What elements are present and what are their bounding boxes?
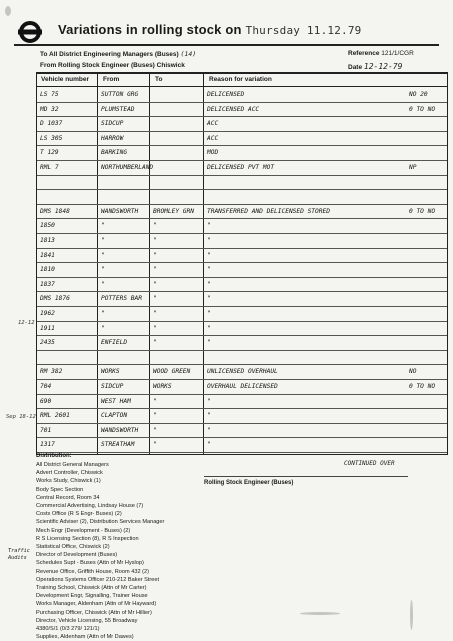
row-rule [37,423,447,424]
distribution-line: Purchasing Officer, Chiswick (Attn of Mr Hillier) [36,609,152,616]
row-rule [37,145,447,146]
distribution-line: Training School, Chiswick (Attn of Mr Carter) [36,585,147,592]
distribution-line: Schedules Supt - Buses (Attn of Mr Hyslop) [36,560,144,567]
continued-over-note: CONTINUED OVER [344,460,395,467]
vehicle-number-cell: 1911 [40,324,55,332]
vehicle-number-cell: 1962 [40,310,55,317]
distribution-lines [36,461,200,641]
distribution-line: Costs Office (R S Engr- Buses) (2) [36,511,122,518]
from-cell: " [101,222,105,230]
signature-block [204,476,408,486]
note-cell: 0 TO NO [409,207,436,215]
vehicle-number-cell: DMS 1876 [40,295,70,303]
title-rule [14,44,439,46]
row-rule [37,175,447,176]
row-rule [37,408,447,409]
distribution-line: Central Record, Room 34 [36,494,100,501]
distribution-line: Revenue Office, Griffith House, Room 432 (2) [36,568,149,575]
vehicle-number-cell: LS 75 [40,91,59,98]
to-cell: " [153,441,157,449]
distribution-line: Operations Systems Officer 210-212 Baker Street [36,576,160,583]
to-cell: " [153,251,157,259]
vehicle-number-cell: 690 [40,397,52,405]
from-cell: STREATHAM [101,441,135,449]
to-cell: " [153,339,157,347]
scan-mark [300,612,340,615]
vehicle-number-cell: 2435 [40,339,55,347]
from-cell: " [101,324,105,332]
date-line [348,62,402,71]
title-bar [14,20,439,42]
vehicle-number-cell: 701 [40,426,52,434]
distribution-line: Advert Controller, Chiswick [36,470,103,477]
distribution-line: All District General Managers [36,462,109,468]
to-count: (14) [180,50,197,58]
reason-cell: " [207,237,211,244]
reason-cell: DELICENSED [207,91,245,98]
reason-cell: DELICENSED PVT MOT [207,164,275,171]
row-rule [37,160,447,161]
signature-rule [204,476,408,477]
reference-label: Reference [348,50,380,57]
row-rule [37,277,447,278]
side-note [8,548,30,562]
reason-cell: " [207,412,211,420]
from-cell: HARROW [101,134,124,142]
from-cell: WEST HAM [101,397,131,405]
column-header-from: From [103,76,120,83]
from-cell: " [101,266,105,274]
to-cell: BROMLEY GRN [153,207,194,215]
to-cell: " [153,295,157,303]
distribution-line: Commercial Advertising, Lindsay House (7) [36,503,144,510]
side-note-line: Audits [8,555,27,561]
row-rule [37,233,447,234]
reason-cell: " [207,324,211,332]
from-cell: CLAPTON [101,412,128,420]
to-cell: " [153,412,157,420]
to-cell: " [153,237,157,244]
distribution-line: Development Engr, Signalling, Trainer House [36,593,148,600]
from-cell: WORKS [101,368,120,376]
reason-cell: TRANSFERRED AND DELICENSED STORED [207,207,330,215]
row-rule [37,350,447,351]
reason-cell: " [207,251,211,259]
distribution-line: Works Manager, Aldenham (Attn of Mr Hayward) [36,601,157,608]
from-cell: ENFIELD [101,339,128,347]
signature-label: Rolling Stock Engineer (Buses) [204,480,294,486]
margin-note: 12-12 [18,320,35,326]
from-cell: PLUMSTEAD [101,105,135,113]
reason-cell: " [207,339,211,347]
vehicle-number-cell: T 129 [40,149,59,157]
from-label: From Rolling Stock Engineer (Buses) Chiswick [40,62,185,69]
row-rule [37,321,447,322]
reason-cell: DELICENSED ACC [207,105,260,113]
to-cell: " [153,280,157,288]
date-label: Date [348,64,363,71]
distribution-line: Mech Engr (Development - Buses) (2) [36,527,131,534]
vehicle-number-cell: 1810 [40,266,55,274]
reason-cell: ACC [207,134,219,142]
distribution-list [36,452,200,641]
column-header-vehicle: Vehicle number [41,76,90,83]
row-rule [37,116,447,117]
distribution-line: Scientific Adviser (2), Distribution Services Manager [36,519,165,526]
note-cell: NO 20 [409,91,428,98]
vehicle-number-cell: D 1037 [40,120,63,128]
page-title [58,22,362,37]
row-rule [37,189,447,190]
distribution-line: Works Study, Chiswick (1) [36,478,101,485]
reason-cell: " [207,397,211,405]
to-label: To All District Engineering Managers (Buses) [40,51,179,58]
row-rule [37,437,447,438]
vehicle-number-cell: RM 382 [40,368,63,376]
to-cell: " [153,222,157,230]
reason-cell: " [207,266,211,274]
row-rule [37,218,447,219]
to-cell: WORKS [153,383,172,390]
from-cell: SIDCUP [101,120,124,128]
row-rule [37,306,447,307]
from-cell: " [101,251,105,259]
from-cell: NORTHUMBERLAND [101,164,154,171]
from-cell: WANDSWORTH [101,426,139,434]
reason-cell: MOD [207,149,219,157]
vehicle-number-cell: RML 7 [40,164,59,171]
date-value: 12-12-79 [363,62,403,71]
distribution-line: Body Spec Section [36,486,84,493]
column-header-to: To [155,76,163,83]
distribution-line: Director, Vehicle Licensing, 55 Broadway [36,617,138,624]
from-cell: BARKING [101,149,128,157]
distribution-line: R S Licensing Section (8), R S Inspection [36,535,139,542]
reference-value: 121/1/CGR [381,50,414,57]
to-cell: WOOD GREEN [153,368,191,376]
note-cell: NP [409,164,417,171]
row-rule [37,248,447,249]
distribution-line: Supplies, Aldenham (Attn of Mr Dawes) [36,634,134,641]
row-rule [37,102,447,103]
row-rule [37,364,447,365]
reason-cell: " [207,222,211,230]
roundel-logo-icon [18,20,42,44]
title-label: Variations in rolling stock on [58,22,242,37]
vehicle-number-cell: 704 [40,383,52,390]
to-cell: " [153,426,157,434]
from-cell: WANDSWORTH [101,207,139,215]
reason-cell: " [207,310,211,317]
margin-note: Sep 18-12 [6,414,36,420]
note-cell: NO [409,368,417,376]
to-cell: " [153,324,157,332]
row-rule [37,291,447,292]
scan-mark [410,600,413,630]
note-cell: 0 TO NO [409,383,436,390]
from-cell: SIDCUP [101,383,124,390]
table-header [37,74,447,87]
row-rule [37,335,447,336]
reason-cell: " [207,280,211,288]
distribution-line: Statistical Office, Chiswick (2) [36,544,110,551]
from-cell: " [101,280,105,288]
reference-line [348,50,414,57]
column-header-reason: Reason for variation [209,76,272,83]
reason-cell: " [207,295,211,303]
vehicle-number-cell: 1317 [40,441,55,449]
reason-cell: UNLICENSED OVERHAUL [207,368,278,376]
note-cell: 0 TO NO [409,105,436,113]
distribution-title: Distribution: [36,453,72,459]
variations-table [36,72,448,455]
distribution-line: 4380/S/1 (0/3 279/ 121/1) [36,626,100,633]
title-date: Thursday 11.12.79 [245,24,362,37]
from-cell: " [101,237,105,244]
reason-cell: OVERHAUL DELICENSED [207,383,278,390]
vehicle-number-cell: DMS 1848 [40,207,70,215]
vehicle-number-cell: 1837 [40,280,55,288]
reason-cell: ACC [207,120,219,128]
to-line [40,50,196,58]
row-rule [37,379,447,380]
reason-cell: " [207,441,211,449]
row-rule [37,131,447,132]
to-cell: " [153,397,157,405]
distribution-line: Director of Development (Buses) [36,552,118,559]
row-rule [37,204,447,205]
vehicle-number-cell: 1841 [40,251,55,259]
from-line [40,62,185,69]
reason-cell: " [207,426,211,434]
from-cell: SUTTON GRG [101,91,139,98]
row-rule [37,262,447,263]
vehicle-number-cell: LS 305 [40,134,63,142]
vehicle-number-cell: RML 2601 [40,412,70,420]
row-rule [37,394,447,395]
vehicle-number-cell: 1850 [40,222,55,230]
from-cell: POTTERS BAR [101,295,142,303]
scan-mark [5,6,11,16]
vehicle-number-cell: MD 32 [40,105,59,113]
side-note-line: Traffic [8,548,30,554]
to-cell: " [153,310,157,317]
to-cell: " [153,266,157,274]
from-cell: " [101,310,105,317]
vehicle-number-cell: 1813 [40,237,55,244]
